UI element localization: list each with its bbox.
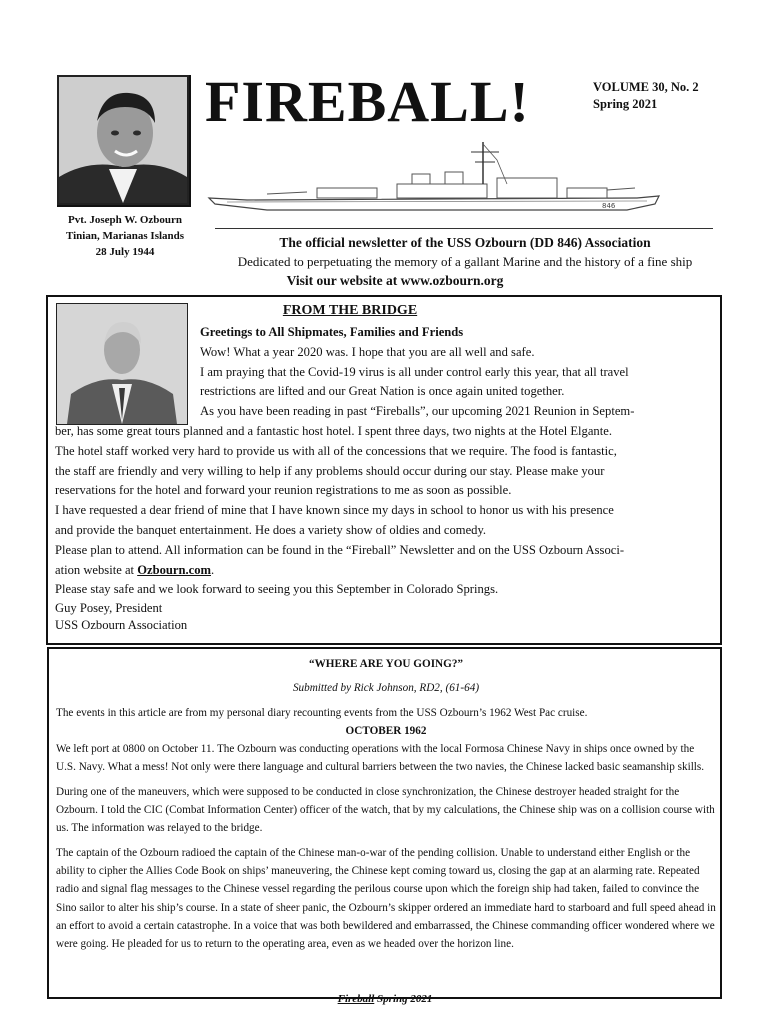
- bridge-line: I have requested a dear friend of mine that I have known since my days in school to honor us with his presence: [55, 503, 614, 518]
- bridge-line: the staff are friendly and very willing to help if any problems should occur during our stay. Please make your: [55, 463, 605, 478]
- caption-date: 28 July 1944: [95, 246, 155, 258]
- bridge-line: The hotel staff worked very hard to provide us with all of the concessions that we require. The food is fantastic,: [55, 443, 617, 458]
- bridge-line: ber, has some great tours planned and a fantastic host hotel. I spent three days, two nights at the Hotel Elgante.: [55, 423, 612, 438]
- volume-info: [593, 79, 699, 113]
- bridge-line: I am praying that the Covid-19 virus is all under control early this year, that all travel: [200, 364, 629, 379]
- article-paragraph: During one of the maneuvers, which were supposed to be conducted in close synchronization, the Chinese destroyer headed straight for the Ozbourn. I told the CIC (Combat Information Center) officer of the watch, that by my calculations, the Chinese ship was on a collision course with us. The information was relayed to the bridge.: [56, 785, 715, 835]
- bridge-line: restrictions are lifted and our Great Nation is once again united together.: [200, 384, 565, 399]
- newsletter-tagline: The official newsletter of the USS Ozbourn (DD 846) Association: [279, 235, 651, 250]
- article-intro: The events in this article are from my personal diary recounting events from the USS Ozbourn’s 1962 West Pac cruise.: [56, 706, 588, 719]
- page-footer: [0, 993, 770, 1005]
- bridge-line-link: [55, 561, 715, 581]
- footer-issue: Spring 2021: [374, 993, 433, 1005]
- bridge-line: Wow! What a year 2020 was. I hope that you are all well and safe.: [200, 344, 535, 359]
- website-line[interactable]: Visit our website at www.ozbourn.org: [286, 273, 504, 288]
- article-paragraph: The captain of the Ozbourn radioed the captain of the Chinese man-o-war of the pending collision. Unable to understand either English or the ability to cipher the Allies Code Book on ships’ maneuvering, the Chinese kept coming toward us, closing the gap at an alarming rate. Repeated radio and signal flag messages to the Chinese vessel regarding the perilous course upon which the foreign ship had taken, failed to convince the Sino sailor to alter his ship’s course. In a state of sheer panic, the Ozbourn’s skipper ordered an immediate hard to starboard and full speed ahead in an effort to avoid a certain catastrophe. In a voice that was both bewildered and embarrassed, the Chinese commanding officer wondered where we were going. He pleaded for us to return to the operating area, even as we headed over the horizon line.: [56, 846, 716, 951]
- destroyer-ship-drawing: [207, 138, 667, 220]
- hull-number: 846: [602, 202, 616, 210]
- bridge-body: [55, 323, 715, 634]
- article-paragraph: We left port at 0800 on October 11. The Ozbourn was conducting operations with the local Formosa Chinese Navy in ships once owned by the U.S. Navy. What a mess! Not only were there language and cultural barriers between the two navies, the Chinese lacked basic seamanship skills.: [56, 743, 705, 774]
- article-title: “WHERE ARE YOU GOING?”: [308, 658, 464, 670]
- bridge-greeting: Greetings to All Shipmates, Families and Friends: [200, 325, 464, 339]
- bridge-line: reservations for the hotel and forward your reunion registrations to me as soon as possible.: [55, 483, 512, 498]
- footer-name: Fireball: [337, 993, 375, 1005]
- issue-season: Spring 2021: [593, 97, 658, 111]
- caption-name: Pvt. Joseph W. Ozbourn: [68, 214, 182, 226]
- bridge-text: .: [211, 562, 215, 577]
- caption-place: Tinian, Marianas Islands: [65, 230, 185, 242]
- signature-name: Guy Posey, President: [55, 601, 163, 616]
- bridge-text: ation website at: [55, 562, 138, 577]
- signature-org: USS Ozbourn Association: [55, 618, 188, 633]
- bridge-line: Please plan to attend. All information can be found in the “Fireball” Newsletter and on the USS Ozbourn Associ-: [55, 542, 625, 557]
- bridge-line: Please stay safe and we look forward to seeing you this September in Colorado Springs.: [55, 582, 499, 597]
- portrait-caption: [40, 212, 210, 260]
- volume-number: VOLUME 30, No. 2: [593, 80, 699, 94]
- newsletter-dedication: Dedicated to perpetuating the memory of a gallant Marine and the history of a fine ship: [237, 254, 693, 269]
- bridge-line: and provide the banquet entertainment. He does a variety show of oldies and comedy.: [55, 522, 487, 537]
- masthead-title: FIREBALL!: [205, 69, 530, 134]
- article-month: OCTOBER 1962: [345, 724, 427, 737]
- portrait-graphic: [59, 77, 187, 203]
- header-rule: [215, 228, 713, 229]
- ozbourn-link[interactable]: Ozbourn.com: [137, 562, 211, 577]
- bridge-title: FROM THE BRIDGE: [282, 303, 418, 318]
- article-body: [56, 655, 716, 953]
- ozbourn-portrait-photo: [57, 75, 189, 205]
- article-byline: Submitted by Rick Johnson, RD2, (61-64): [292, 682, 480, 695]
- bridge-line: As you have been reading in past “Fireballs”, our upcoming 2021 Reunion in Septem-: [200, 404, 635, 419]
